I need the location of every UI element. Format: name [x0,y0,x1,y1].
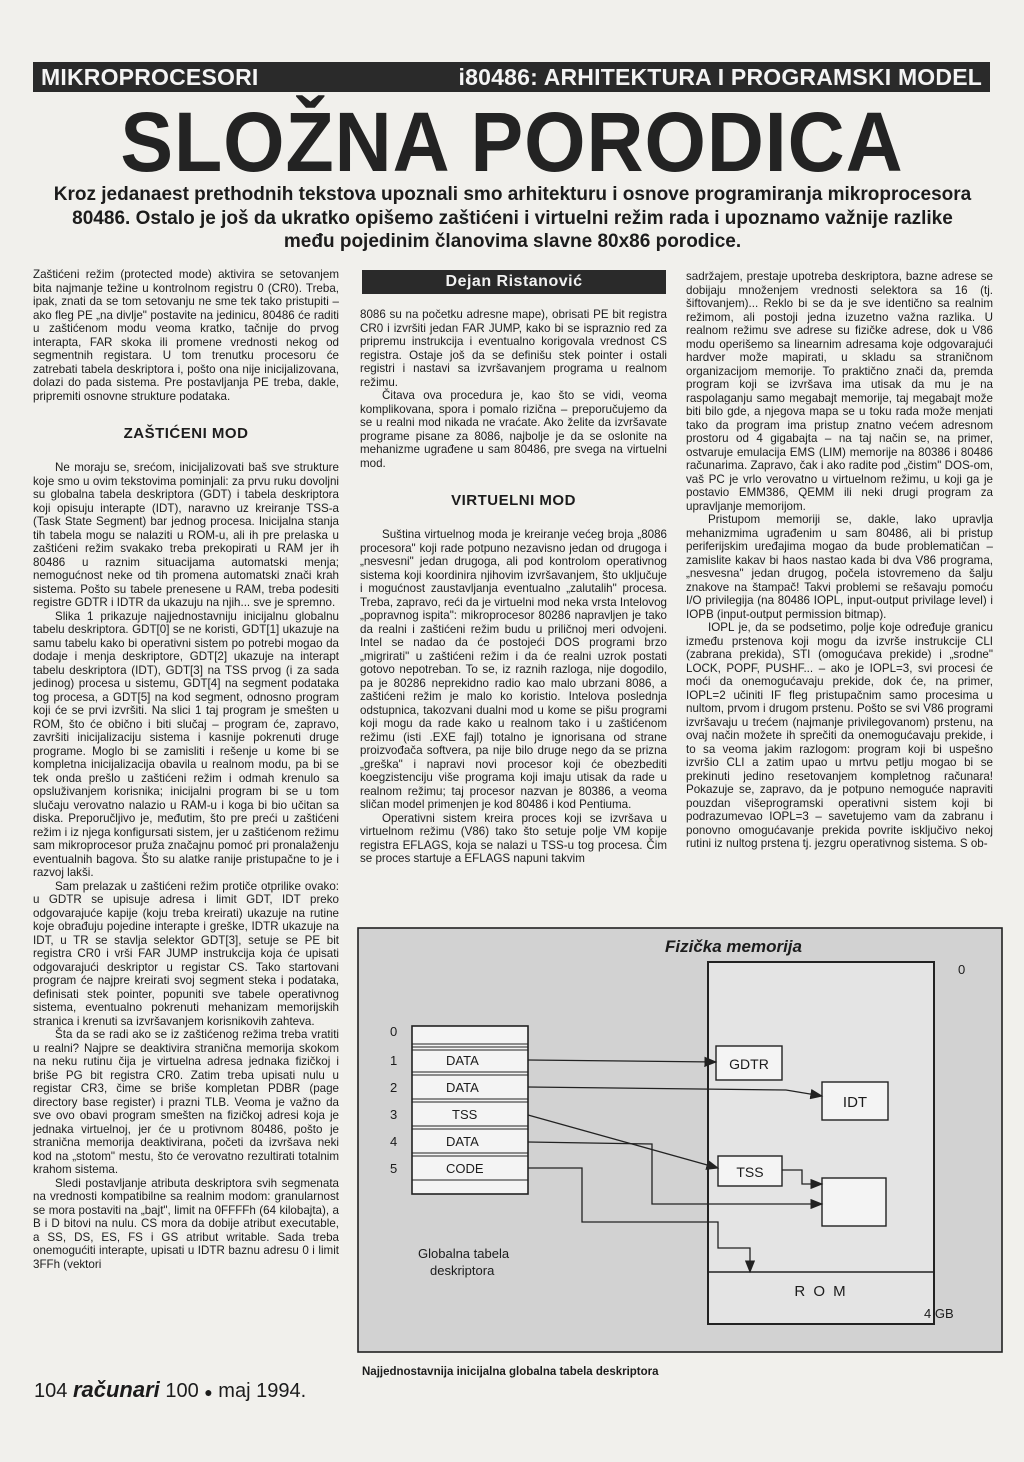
memory-diagram-svg [352,922,1008,1360]
gdt-index: 2 [390,1080,398,1095]
paragraph: Slika 1 prikazuje najjednostavniju inicijalnu globalnu tabelu deskriptora. GDT[0] se ne koristi, GDT[1] ukazuje na samu tabelu kako bi operativni sistem po potrebi mogao da dodaje i menja deskriptore, GDT[2] ukazuje na interapt tabelu deskriptora (IDT), GDT[3] na TSS prvog (i za sada jedinog) procesa u sistemu, GDT[4] na segment podataka tog procesa, a GDT[5] na kod segment, odnosno program koji će se prvi izvršiti. Na slici 1 taj program je smešten u ROM, što će obično i biti slučaj – program će, zapravo, završiti inicijalizaciju sistema i kasnije pokrenuti druge programe. Moglo bi se zamisliti i rešenje u kome bi se kompletna inicijalizacija obavila u realnom modu, pa bi se tek onda prešlo u zaštićeni režim i odmah krenulo sa opsluživanjem korisnika; inicijalni program bi se u tom slučaju verovatno nalazio u RAM-u i koga bi bio učitan sa diska. Preporučljivo je, međutim, što pre preći u zaštićeni režim i iz njega konfigursati sistem, jer u zaštićenom režimu sam mikroprocesor pruža značajnu pomoć pri pronalaženju eventualnih bagova. Što su alatke ranije pristupačne to je i razvoj lakši. [33,609,339,879]
idt-label: IDT [842,1094,868,1111]
paragraph: Operativni sistem kreira proces koji se izvršava u virtuelnom režimu (V86) tako što setuje polje VM kopije registra EFLAGS, koja se nalazi u TSS-u tog procesa. Čim se proces startuje a EFLAGS napuni takvim [360,811,667,865]
physical-memory-block [708,962,934,1324]
column-3 [686,270,993,851]
page-number: 104 [34,1380,68,1402]
figure-caption: Najjednostavnija inicijalna globalna tabela deskriptora [362,1366,659,1378]
section-heading: VIRTUELNI MOD [451,492,576,509]
paragraph: Pristupom memoriji se, dakle, lako upravlja mehanizmima ugrađenim u sam 80486, ali bi pristup periferijskim uređajima mogao da bude problematičan – zamislite kakav bi haos nastao kada bi dva V86 programa, „nesvesna" jedan drugog, počela istovremeno da šalju znakove na štampač! Takvi problemi se rešavaju pomoću I/O privilegija (na 80486 IOPL, input-output privilage level) i IOPB (input-output permission bitmap). [686,513,993,621]
issue-number: 100 [165,1380,199,1402]
gdt-index: 0 [390,1024,398,1039]
issue-date: maj 1994. [218,1380,307,1402]
gdt-entry: DATA [446,1053,479,1068]
paragraph: Sam prelazak u zaštićeni režim protiče otprilike ovako: u GDTR se upisuje adresa i limit GDT, IDT preko odgovarajuće kapije (koju treba kreirati) ukazuje na rutine koje obrađuju pojedine interapte i greške, IDTR ukazuje na IDT, u TR se stavlja selektor GDT[3], setuje se PE bit registra CR0 i vrši FAR JUMP instrukcija koja će upisati odgovarajući deskriptor u registar CS. Tako startovani program će najpre kreirati svoj segment steka i podataka, definisati stek pointer, popuniti sve tabele operativnog sistema, eventualno pokrenuti mehanizam memorijskih stranica i krenuti sa izvršavanjem korisnikovih zahteva. [33,879,339,1028]
header-band [33,62,990,92]
paragraph: Čitava ova procedura je, kao što se vidi, veoma komplikovana, spora i pomalo rizična – preporučujemo da se u realni mod nikada ne vraćate. Ako želite da izvršavate programe pisane za 8086, najbolje je da se oslonite na mehanizme ugrađene u sam 80486, pre svega na virtuelni mod. [360,389,667,470]
paragraph: Ne moraju se, srećom, inicijalizovati baš sve strukture koje smo u ovim tekstovima pominjali: za prvu ruku dovoljni su globalna tabela deskriptora (GDT) i tabela deskriptora koji opisuju interapte (IDT), naravno uz kreiranje TSS-a (Task State Segment) bar jednog procesa. Inicijalna stanja tih tabela mogu se nalaziti u ROM-u, ali ih pre prelaska u zaštićeni režim svakako treba prekopirati u RAM jer ih 80486 u raznim situacijama automatski menja; nemogućnost neke od tih promena automatski znači krah sistema. Pošto su tabele prenesene u RAM, treba podesiti registre GDTR i IDTR da ukazuju na njih... sve je spremno. [33,461,339,609]
column-1 [33,268,339,1271]
gdt-index: 1 [390,1053,398,1068]
paragraph: Šta da se radi ako se iz zaštićenog režima treba vratiti u realni? Najpre se deaktivira stranična memorija skokom na neku rutinu čija je virtuelna adresa jednaka fizičkoj i briše PG bit registra CR0. Zatim treba upisati nulu u registar CR3, čime se briše kompletan PDBR (page directory base register) i prazni TLB. Veoma je važno da sve ovo obavi program smešten na fizičkoj adresi koja je jednaka virtuelnoj, jer će u protivnom 80486, pošto je stranična memorija deaktivirana, početi da izvršava neki kod na „stotom" mestu, što će verovatno rezultirati totalnim krahom sistema. [33,1028,339,1176]
top-address-label: 0 [958,962,966,977]
gdt-caption-line: Globalna tabela [418,1246,510,1261]
section-heading: ZAŠTIĆENI MOD [123,425,249,442]
gdt-entry: DATA [446,1134,479,1149]
gdt-index: 5 [390,1161,398,1176]
article-title: SLOŽNA PORODICA [120,95,904,189]
paragraph: Suština virtuelnog moda je kreiranje većeg broja „8086 procesora" koji rade potpuno nezavisno jedan od drugoga i „nesvesni" jedan drugoga, ali pod kontrolom operativnog sistema koji koordinira njihovim izvršavanjem, što uključuje i mogućnost zaustavljanja eventualno „zalutalih" procesa. Treba, zapravo, reći da je virtuelni mod neka vrsta Intelovog „popravnog ispita": mikroprocesor 80286 napravljen je tako da realni i zaštićeni režim budu u priličnoj meri odvojeni. Intel se nadao da će postojeći DOS programi brzo „migrirati" u zaštićeni režim i da će realni uzrok postati gotovo nepotreban. To se, iz raznih razloga, nije dogodilo, pa je 80286 neprekidno radio kao malo ubrzani 8086, a zaštićeni režim je malo ko koristio. Intelova poslednja odstupnica, takozvani dualni mod u kome se pišu programi koji mogu da rade kako u realnom tako i u zaštićenom režimu (isti .EXE fajl) totalno je ignorisana od strane proizvođača softvera, pa nije bilo druge nego da se prizna „greška" i napravi novi procesor koji će obezbediti koegzistenciju više programa koji imaju utisak da rade u realnom režimu; taj procesor nazvan je 80386, a veoma sličan model primenjen je kod 80486 i kod Pentiuma. [360,528,667,811]
topic-label: i80486: ARHITEKTURA I PROGRAMSKI MODEL [458,64,982,90]
gdt-entry: CODE [446,1161,484,1176]
paragraph: Zaštićeni režim (protected mode) aktivira se setovanjem bita najmanje težine u kontrolnom registru 0 (CR0). Treba, ipak, znati da se tom setovanju ne sme tek tako pristupiti – ako fleg PE „na divlje" postavite na jedinicu, 80486 će raditi u zaštićenom modu veoma kratko, tačnije do prvog interapta, FAR skoka ili promene vrednosti nekog od segmentnih registara. U tom trenutku procesoru će zatrebati tabela deskriptora i, pošto ona nije inicijalizovana, dolazi do pada sistema. Pre postavljanja PE treba, dakle, pripremiti osnovne strukture podataka. [33,268,339,403]
paragraph: Sledi postavljanje atributa deskriptora svih segmenata na vrednosti kompatibilne sa realnim modom: granularnost se mora postaviti na „bajt", limit na 0FFFFh (64 kilobajta), a B i D bitovi na nulu. CS mora da dobije atribut executable, a SS, DS, ES, FS i GS atribut writable. Sada treba onemogućiti interapte, upisati u IDTR baznu adresu 0 i limit 3FFh (vektori [33,1176,339,1271]
article-lead: Kroz jedanaest prethodnih tekstova upoznali smo arhitekturu i osnove programiranja mikroprocesora 80486. Ostalo je još da ukratko opišemo zaštićeni i virtuelni režim rada i upoznamo važnije razlike među pojedinim članovima slavne 80x86 porodice. [53,184,972,252]
author-byline: Dejan Ristanović [362,270,666,294]
page-footer [34,1378,306,1404]
gdtr-label: GDTR [729,1056,769,1072]
column-2 [360,308,667,866]
data-segment-box [822,1178,886,1226]
paragraph: IOPL je, da se podsetimo, polje koje određuje granicu između prstenova koji mogu da izvrše instrukcije CLI (zabrana prekida), STI (omogućava prekide) i „srodne" LOCK, POPF, PUSHF... – ako je IOPL=3, svi procesi će moći da onemogućavaju prekide, dok će, na primer, IOPL=2 učiniti IF fleg pristupačnim samo procesima u nultom, prvom i drugom prstenu. Pošto se svi V86 programi izvršavaju u trećem (najmanje privilegovanom) prstenu, na ovaj način možete ih sprečiti da onemogućavaju prekide, i to sa veoma jakim razlogom: program koji bi uspešno izvršio CLI a zatim upao u mrtvu petlju mogao bi se prekinuti jedino resetovanjem kompletnog računara! Pokazuje se, zapravo, da je potpuno nemoguće napraviti pouzdan višeprogramski operativni sistem koji bi podrazumevao IOPL=3 – savetujemo vam da zabranu i ponovno omogućavanje prekida povrite isključivo nekoj rutini iz nultog prstena tj. jezgru operativnog sistema. S ob- [686,621,993,850]
section-label: MIKROPROCESORI [41,64,259,90]
paragraph: 8086 su na početku adresne mape), obrisati PE bit registra CR0 i izvršiti jedan FAR JUMP, kako bi se ispraznio red za pripremu instrukcija i eventualno korigovala vrednost CS registra. Ostaje još da se definišu stek pointer i ostali registri i nastavi sa izvršavanjem programa u realnom režimu. [360,308,667,389]
gdt-index: 4 [390,1134,398,1149]
gdt-entry: TSS [452,1107,478,1122]
gdt-caption-line: deskriptora [430,1263,495,1278]
magazine-name: računari [72,1377,160,1402]
gdt-index: 3 [390,1107,398,1122]
rom-label: R O M [794,1283,848,1300]
figure-title: Fizička memorija [664,937,802,956]
memory-diagram [352,922,1008,1360]
bullet-separator: ● [204,1384,213,1400]
paragraph: sadržajem, prestaje upotreba deskriptora, bazne adrese se dobijaju množenjem vrednosti selektora sa 16 (tj. šiftovanjem)... Reklo bi se da je sve identično sa realnim režimom, ali postoji jedna izuzetno važna razlika. U realnom režimu sve adrese su fizičke adrese, dok u V86 modu operišemo sa linearnim adresama koje odgovarajući hardver može mapirati, u skladu sa straničnom organizacijom memorije. To praktično znači da, premda program koji se izvršava ima utisak da mu je na raspolaganju samo megabajt memorije, taj megabajt može biti bilo gde, a njegova mapa se u toku rada može menjati tako da program ima pristup znatno većem adresnom prostoru od 4 gigabajta – na taj način se, na primer, ostvaruje emulacija EMS (LIM) memorije na 80386 i 80486 računarima. Zapravo, čak i ako radite pod „čistim" DOS-om, vaš PC je vrlo verovatno u virtuelnom režimu, u koji ga je postavio EMM386, QEMM ili neki drugi program za upravljanje memorijom. [686,270,993,513]
tss-label: TSS [736,1164,764,1180]
bottom-address-label: 4 GB [924,1306,954,1321]
gdt-entry: DATA [446,1080,479,1095]
